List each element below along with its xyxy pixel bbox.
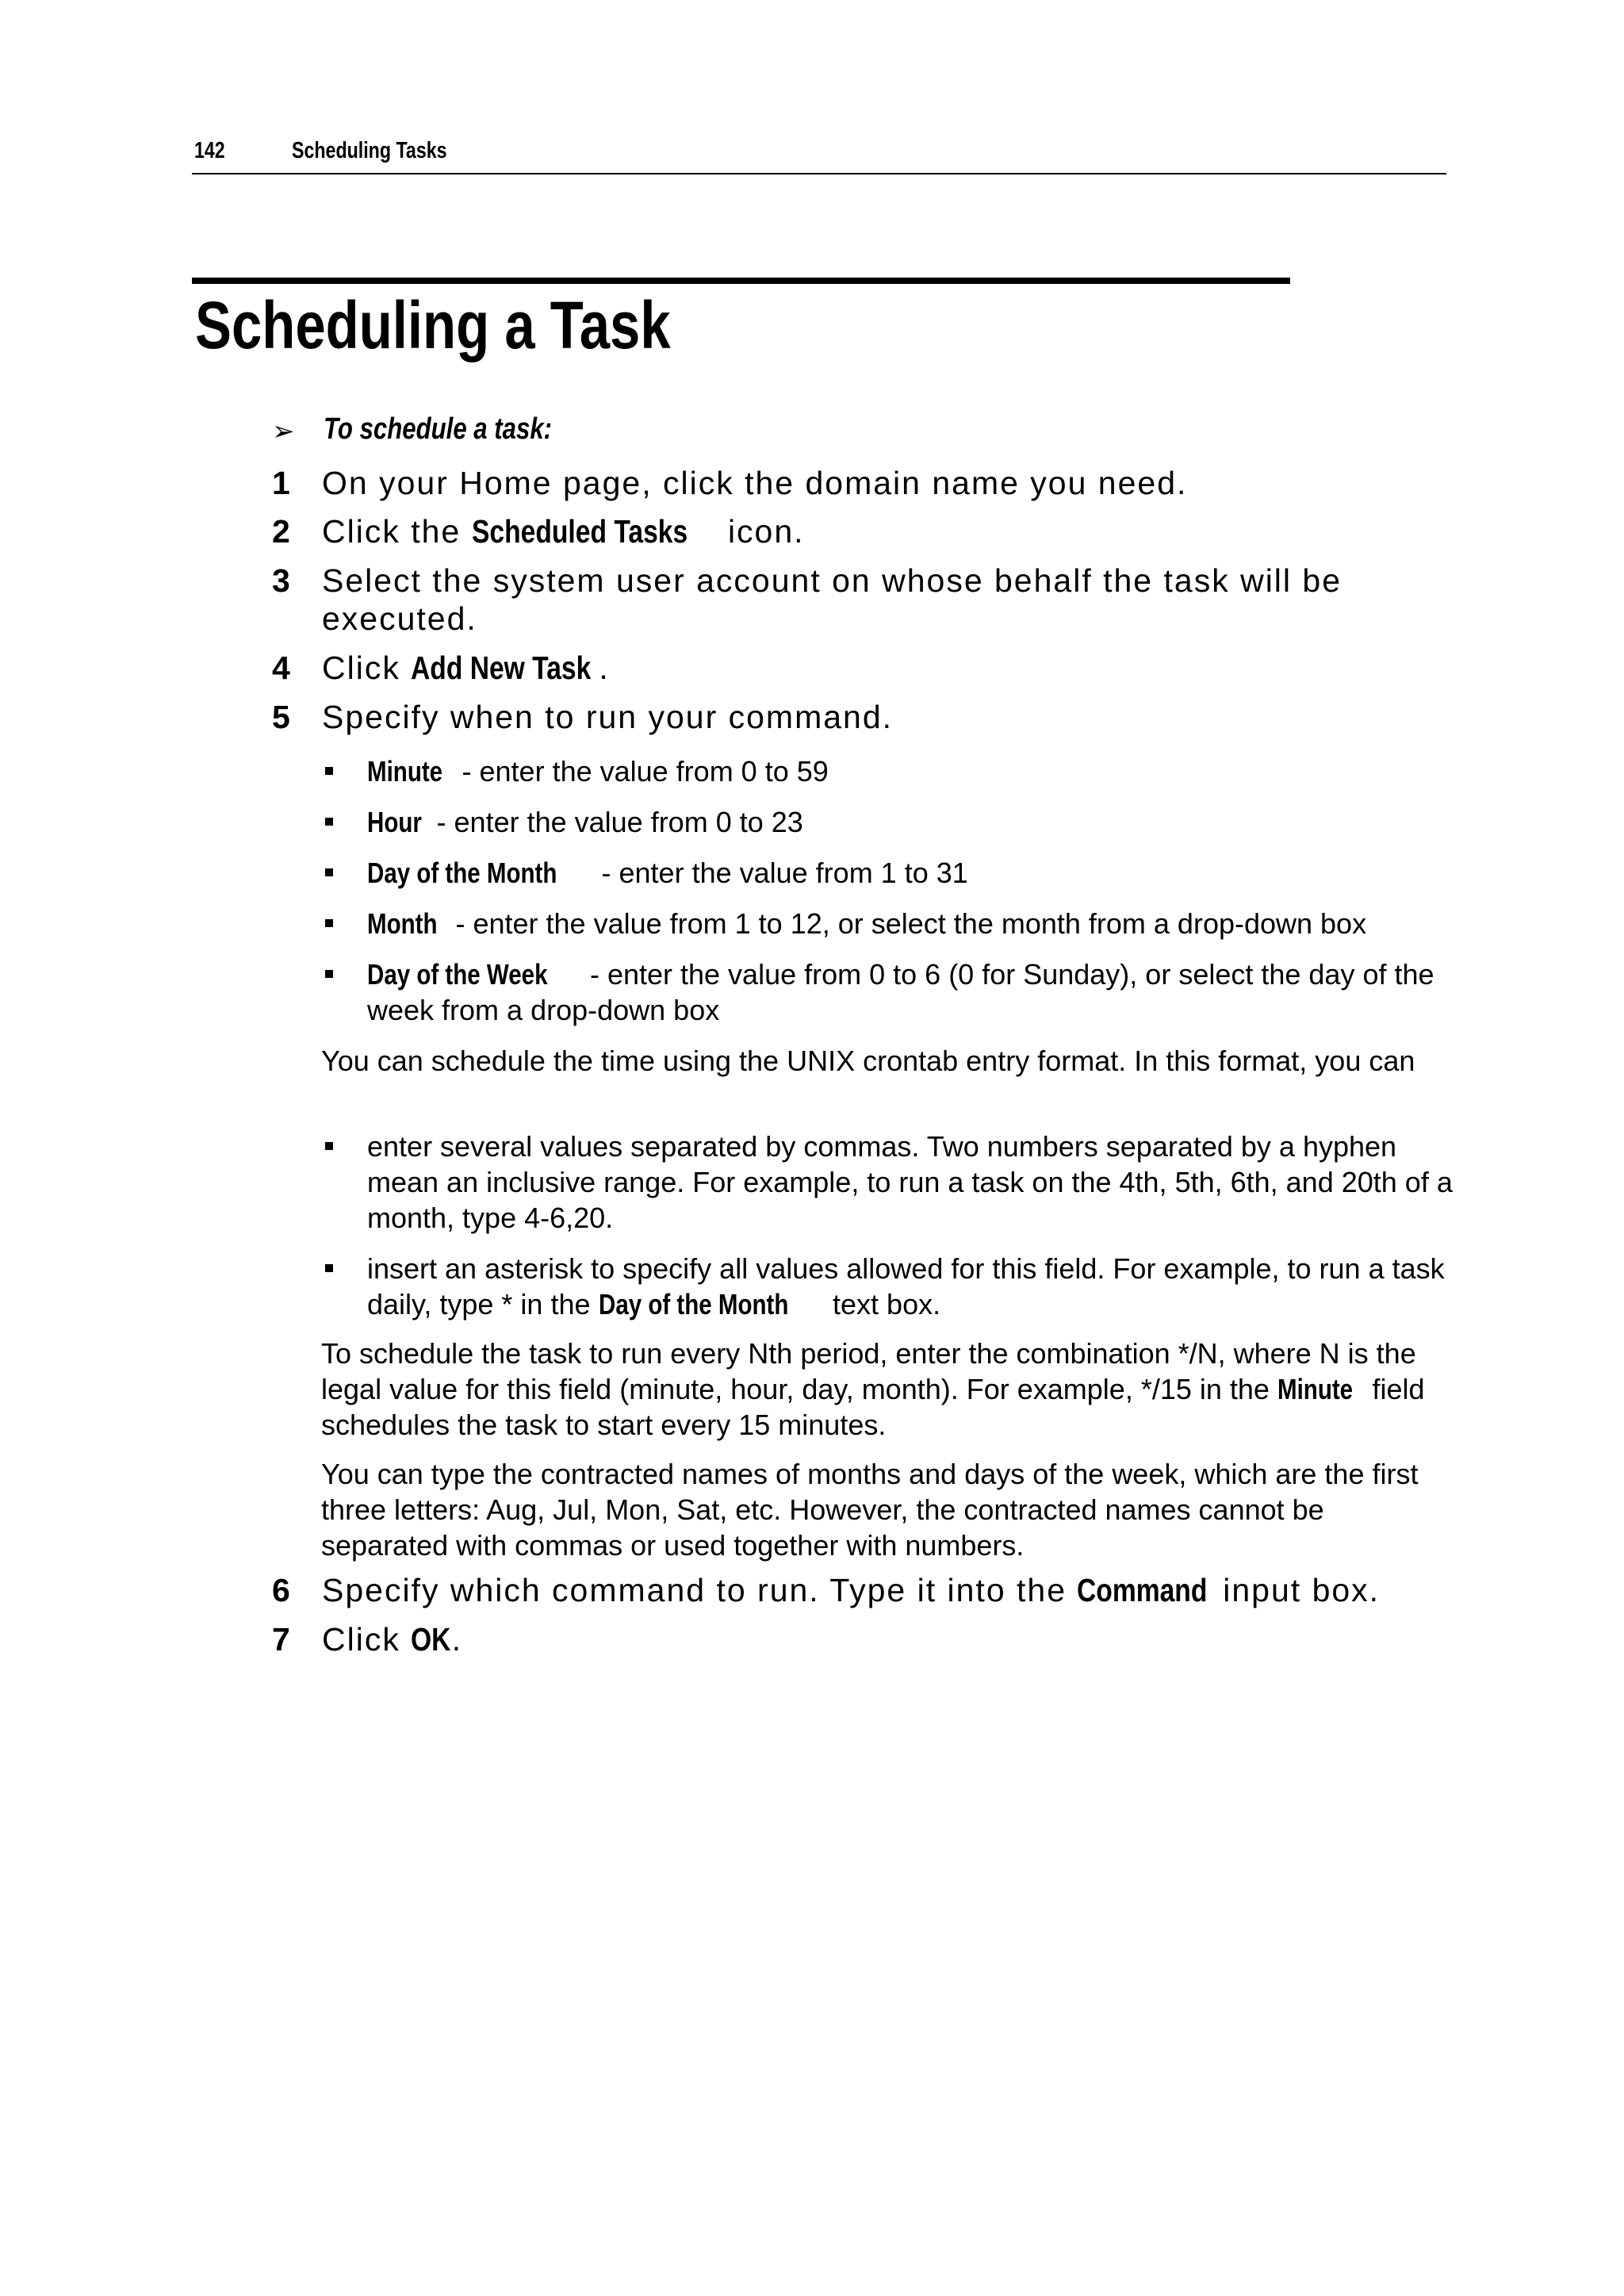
- square-bullet-icon: [325, 919, 333, 927]
- step-number: 6: [272, 1572, 290, 1608]
- page-title: Scheduling a Task: [195, 288, 671, 362]
- square-bullet-icon: [325, 970, 333, 978]
- procedure-label: To schedule a task:: [324, 412, 553, 446]
- step-number: 2: [272, 513, 290, 550]
- step-number: 1: [272, 465, 290, 501]
- running-section-title: Scheduling Tasks: [292, 138, 447, 163]
- square-bullet-icon: [325, 1142, 333, 1150]
- step-number: 3: [272, 562, 290, 599]
- step-number: 4: [272, 650, 290, 686]
- step-text: Specify when to run your command.: [322, 699, 894, 735]
- running-header: [192, 135, 1446, 174]
- step-text: Specify which command to run. Type it into the Command input box.: [322, 1572, 1381, 1608]
- square-bullet-icon: [325, 818, 333, 826]
- page-number: 142: [194, 138, 225, 163]
- arrow-bullet-icon: ➢: [272, 416, 295, 447]
- command-label: Command: [1077, 1572, 1208, 1608]
- nth-period-paragraph: To schedule the task to run every Nth period, enter the combination */N, where N is the legal value for this field (minute, hour, day, month). For example, */15 in the Minute field schedules the task to start every 15 minutes.: [321, 1337, 1425, 1441]
- add-new-task-label: Add New Task: [411, 650, 592, 686]
- step-number: 7: [272, 1621, 290, 1658]
- step-text: Click the Scheduled Tasks icon.: [322, 513, 805, 550]
- step-number: 5: [272, 699, 290, 735]
- square-bullet-icon: [325, 1264, 333, 1272]
- step-text: On your Home page, click the domain name you need.: [322, 465, 1188, 501]
- step-text: Click OK.: [322, 1621, 463, 1658]
- square-bullet-icon: [325, 767, 333, 775]
- square-bullet-icon: [325, 868, 333, 876]
- step-text: Click Add New Task .: [322, 650, 610, 686]
- contracted-names-paragraph: You can type the contracted names of months and days of the week, which are the first three letters: Aug, Jul, Mon, Sat, etc. However, the contracted names cannot be separated with commas or used together with numbers.: [321, 1458, 1419, 1562]
- crontab-intro: You can schedule the time using the UNIX crontab entry format. In this format, you can: [321, 1045, 1415, 1077]
- title-rule: [192, 278, 1290, 284]
- scheduled-tasks-label: Scheduled Tasks: [471, 513, 688, 550]
- ok-label: OK: [411, 1621, 451, 1658]
- step-text: Select the system user account on whose behalf the task will be executed.: [322, 562, 1342, 637]
